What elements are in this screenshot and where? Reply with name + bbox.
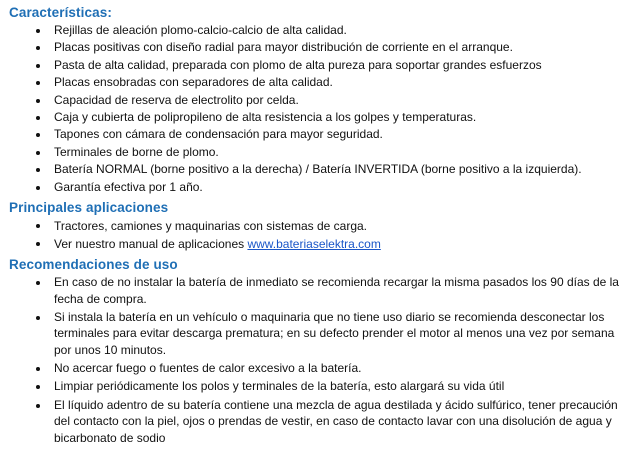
- list-item-text: Tractores, camiones y maquinarias con sistemas de carga.: [54, 219, 368, 234]
- bullet-icon: [36, 281, 40, 285]
- bullet-icon: [36, 168, 40, 172]
- bullet-icon: [36, 133, 40, 137]
- list-item-text: En caso de no instalar la batería de inmediato se recomienda recargar la misma pasados los 90 días de la fecha de compra.: [54, 275, 619, 306]
- list-item: [9, 92, 634, 109]
- list-item-text: Garantía efectiva por 1 año.: [54, 179, 203, 194]
- list-item: [9, 144, 634, 161]
- list-item-text: Capacidad de reserva de electrolito por celda.: [54, 92, 299, 107]
- bullet-icon: [36, 404, 40, 408]
- section-caracteristicas: [9, 4, 634, 196]
- recomendaciones-list: [9, 274, 634, 446]
- bullet-icon: [36, 116, 40, 120]
- bullet-icon: [36, 316, 40, 320]
- list-item-text: El líquido adentro de su batería contiene una mezcla de agua destilada y ácido sulfúrico, tener precaución del contacto con la piel, ojos o prendas de vestir, en caso de contacto lavar con una disolución de agua y bicarbonato de sodio: [54, 397, 618, 445]
- list-item-text: Batería NORMAL (borne positivo a la derecha) / Batería INVERTIDA (borne positivo a la izquierda).: [54, 162, 582, 177]
- section-title-aplicaciones: Principales aplicaciones: [9, 200, 169, 216]
- website-link[interactable]: www.bateriaselektra.com: [247, 237, 381, 252]
- list-item-text: Si instala la batería en un vehículo o maquinaria que no tiene uso diario se recomienda desconectar los terminales para evitar descarga prematura; en su defecto prender el motor al menos una vez por semana por unos 10 minutos.: [54, 309, 615, 358]
- bullet-icon: [36, 29, 40, 33]
- section-recomendaciones: [9, 256, 634, 446]
- section-aplicaciones: [9, 199, 634, 253]
- list-item: [9, 235, 634, 253]
- list-item-text: Terminales de borne de plomo.: [54, 144, 219, 159]
- bullet-icon: [36, 151, 40, 155]
- list-item: [9, 74, 634, 91]
- bullet-icon: [36, 367, 40, 371]
- list-item-text: Rejillas de aleación plomo-calcio-calcio de alta calidad.: [54, 23, 347, 37]
- bullet-icon: [36, 224, 40, 228]
- list-item: [9, 22, 634, 39]
- manual-text: Ver nuestro manual de aplicaciones: [54, 237, 248, 252]
- list-item: [9, 39, 634, 56]
- list-item: [9, 309, 634, 359]
- list-item-text: Tapones con cámara de condensación para mayor seguridad.: [54, 127, 383, 142]
- list-item: [9, 397, 634, 447]
- bullet-icon: [36, 385, 40, 389]
- list-item: [9, 217, 634, 235]
- section-title-caracteristicas: Características:: [9, 5, 112, 20]
- list-item-text: Placas positivas con diseño radial para mayor distribución de corriente en el arranque.: [54, 40, 513, 55]
- bullet-icon: [36, 46, 40, 50]
- list-item: [9, 179, 634, 196]
- list-item: [9, 161, 634, 178]
- list-item: [9, 57, 634, 74]
- list-item: [9, 274, 634, 307]
- list-item-text: Limpiar periódicamente los polos y terminales de la batería, esto alargará su vida útil: [54, 379, 505, 394]
- list-item-text: Caja y cubierta de polipropileno de alta resistencia a los golpes y temperaturas.: [54, 110, 477, 125]
- bullet-icon: [36, 64, 40, 68]
- bullet-icon: [36, 186, 40, 190]
- list-item-text: No acercar fuego o fuentes de calor excesivo a la batería.: [54, 361, 362, 376]
- bullet-icon: [36, 81, 40, 85]
- bullet-icon: [36, 99, 40, 103]
- section-title-recomendaciones: Recomendaciones de uso: [9, 257, 178, 273]
- list-item: [9, 378, 634, 395]
- aplicaciones-list: [9, 217, 634, 253]
- list-item-text: Placas ensobradas con separadores de alta calidad.: [54, 75, 333, 90]
- list-item: [9, 109, 634, 126]
- list-item: [9, 360, 634, 377]
- list-item-text: Pasta de alta calidad, preparada con plomo de alta pureza para soportar grandes esfuerzos: [54, 57, 542, 72]
- caracteristicas-list: [9, 22, 634, 196]
- bullet-icon: [36, 242, 40, 246]
- list-item: [9, 126, 634, 143]
